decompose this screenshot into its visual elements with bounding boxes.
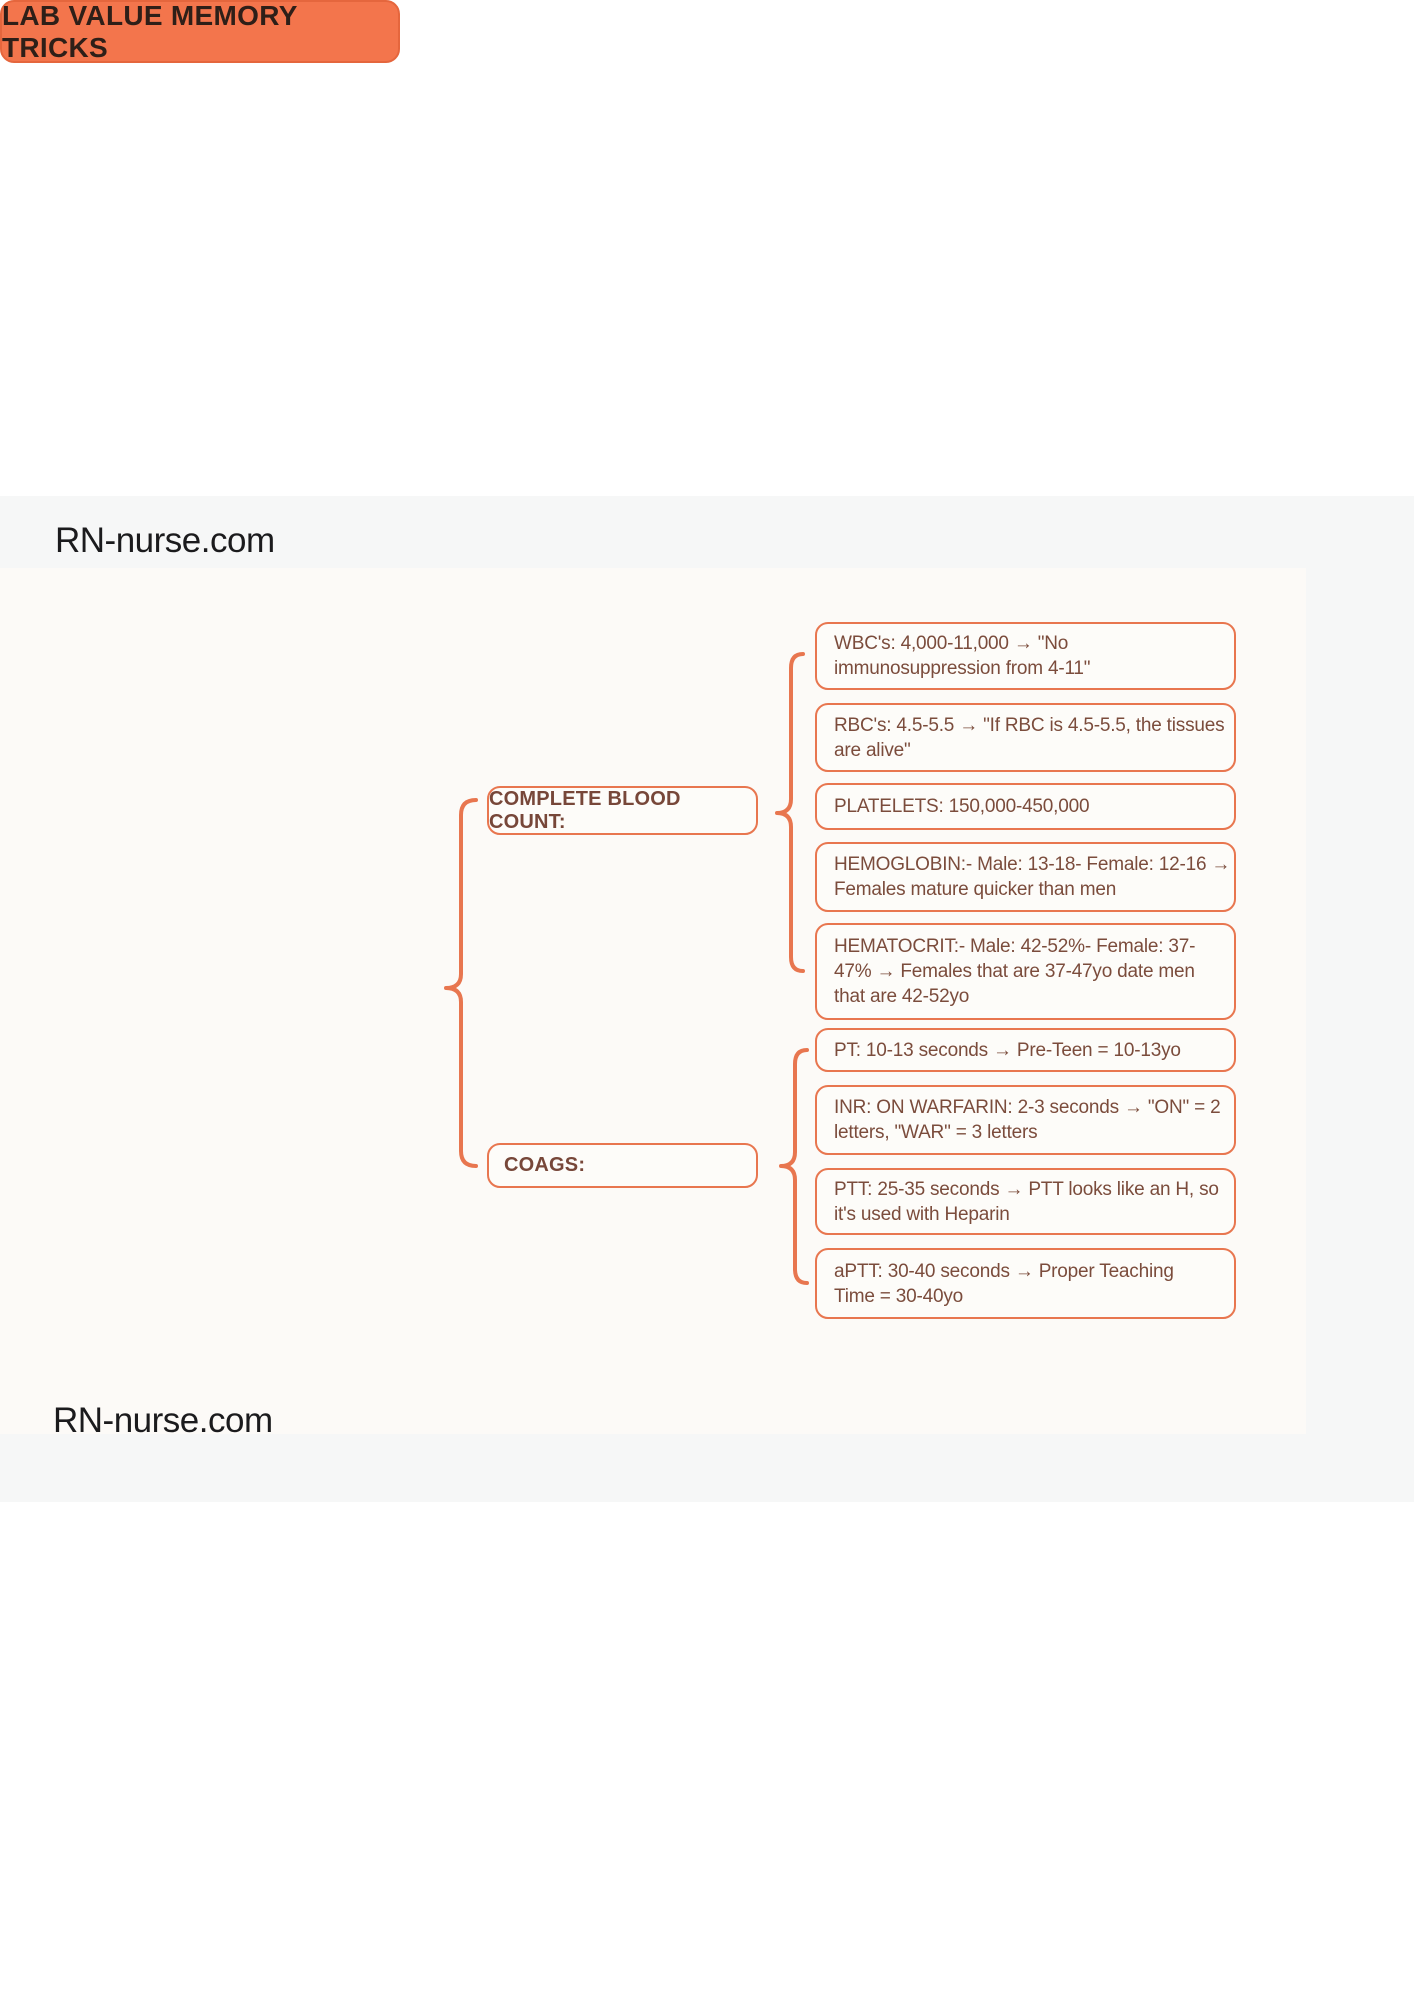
- leaf-line: HEMATOCRIT:- Male: 42-52%- Female: 37-: [834, 936, 1196, 957]
- branch-node-complete-blood-count: COMPLETE BLOOD COUNT:: [487, 786, 758, 835]
- leaf-line: Time = 30-40yo: [834, 1285, 964, 1307]
- leaf-line: it's used with Heparin: [834, 1203, 1010, 1225]
- leaf-line: letters, "WAR" = 3 letters: [834, 1122, 1038, 1143]
- watermark-top: RN-nurse.com: [55, 521, 275, 560]
- leaf-node-aptt: [815, 1248, 1236, 1319]
- leaf-line: are alive": [834, 739, 911, 761]
- leaf-line: RBC's: 4.5-5.5 → "If RBC is 4.5-5.5, the tissues: [834, 714, 1225, 736]
- leaf-line: WBC's: 4,000-11,000 → "No: [834, 633, 1069, 654]
- leaf-line: that are 42-52yo: [834, 986, 970, 1007]
- leaf-node-hemoglobin: [815, 842, 1236, 912]
- leaf-line: aPTT: 30-40 seconds → Proper Teaching: [834, 1260, 1174, 1282]
- leaf-node-pt: [815, 1028, 1236, 1072]
- leaf-line: immunosuppression from 4-11": [834, 658, 1091, 679]
- leaf-node-rbc: [815, 703, 1236, 772]
- root-node-lab-value-memory-tricks: LAB VALUE MEMORY TRICKS: [0, 0, 400, 63]
- watermark-bottom: RN-nurse.com: [53, 1401, 273, 1440]
- leaf-node-platelets: [815, 783, 1236, 830]
- brace-root-to-branches: [446, 800, 476, 1166]
- brace-cbc-to-children: [777, 654, 803, 971]
- leaf-node-ptt: [815, 1168, 1236, 1235]
- leaf-node-wbc: [815, 622, 1236, 690]
- leaf-node-inr: [815, 1085, 1236, 1155]
- leaf-node-hematocrit: [815, 923, 1236, 1020]
- leaf-line: INR: ON WARFARIN: 2-3 seconds → "ON" = 2: [834, 1097, 1221, 1118]
- leaf-line: PTT: 25-35 seconds → PTT looks like an H, so: [834, 1178, 1219, 1200]
- leaf-line: PT: 10-13 seconds → Pre-Teen = 10-13yo: [834, 1039, 1181, 1061]
- leaf-line: HEMOGLOBIN:- Male: 13-18- Female: 12-16 →: [834, 854, 1231, 875]
- leaf-line: 47% → Females that are 37-47yo date men: [834, 961, 1195, 982]
- leaf-line: PLATELETS: 150,000-450,000: [834, 796, 1090, 817]
- branch-node-coags: COAGS:: [487, 1143, 758, 1188]
- brace-coags-to-children: [781, 1050, 807, 1283]
- leaf-line: Females mature quicker than men: [834, 879, 1117, 900]
